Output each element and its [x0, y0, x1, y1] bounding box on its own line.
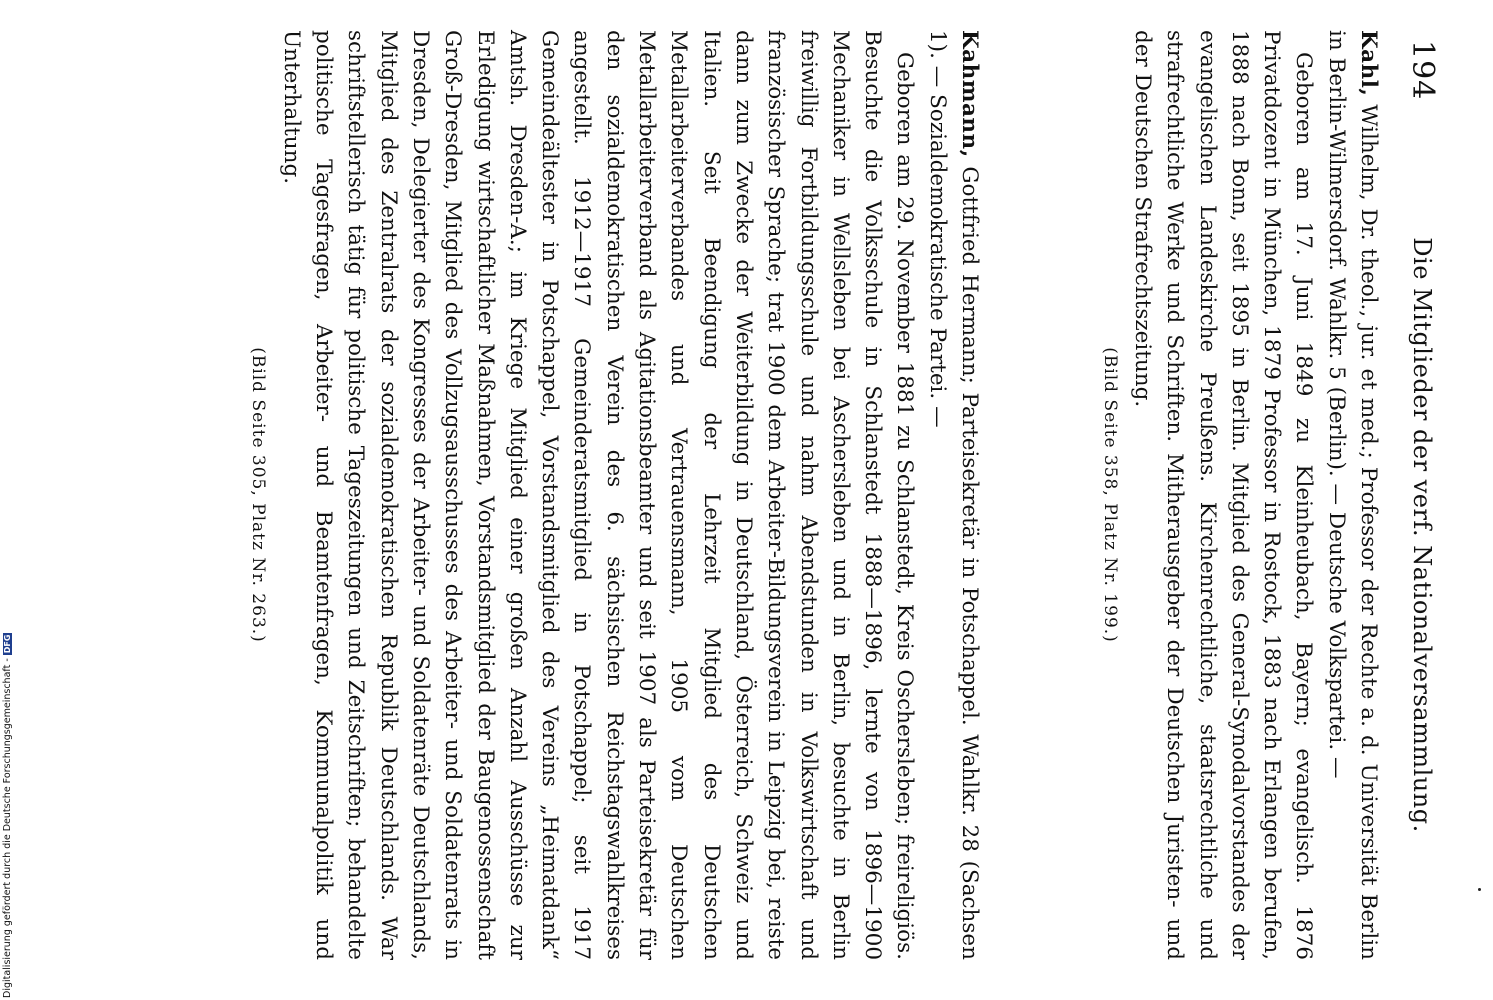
image-reference: (Bild Seite 358, Platz Nr. 199.)	[1099, 347, 1120, 643]
entry-name: Kahmann,	[957, 30, 982, 158]
rotated-page-content	[110, 30, 1440, 960]
entry-kahmann	[242, 30, 985, 960]
entry-body: Geboren am 29. November 1881 zu Schlanstedt, Kreis Oschersleben; freireligiös. Besuchte die Volksschule in Schlanstedt 1888—1896, lernte von 1896—1900 Mechaniker in Wellsleben bei Aschersleben und in Berlin, besuchte in Berlin freiwillig Fortbildungsschule und nahm Abendstunden in Volkswirtschaft und französischer Sprache; trat 1900 dem Arbeiter-Bildungsverein in Leipzig bei, reiste dann zum Zwecke der Weiterbildung in Deutschland, Österreich, Schweiz und Italien. Seit Beendigung der Lehrzeit Mitglied des Deutschen Metallarbeiterverbandes und Vertrauensmann, 1905 vom Deutschen Metallarbeiterverband als Agitationsbeamter und seit 1907 als Parteisekretär für den sozialdemokratischen Verein des 6. sächsischen Reichstagswahlkreises angestellt. 1912—1917 Gemeinderatsmitglied in Potschappel; seit 1917 Gemeindeältester in Potschappel, Vorstandsmitglied des Vereins „Heimatdank“ Amtsh. Dresden-A.; im Kriege Mitglied einer großen Anzahl Ausschüsse zur Erledigung wirtschaftlicher Maßnahmen, Vorstandsmitglied der Baugenossenschaft Groß-Dresden, Mitglied des Vollzugsausschusses des Arbeiter- und Soldatenrats in Dresden, Delegierter des Kongresses der Arbeiter- und Soldatenräte Deutschlands, Mitglied des Zentralrats der sozialdemokratischen Republik Deutschlands. War schriftstellerisch tätig für politische Tageszeitungen und Zeitschriften; behandelte politische Tagesfragen, Arbeiter- und Beamtenfragen, Kommunalpolitik und Unterhaltung.	[278, 30, 918, 960]
dfg-logo: DFG	[3, 634, 12, 654]
entry-lead-text: Gottfried Hermann; Parteisekretär in Potschappel. Wahlkr. 28 (Sachsen 1). — Sozialdemokratische Partei. —	[924, 30, 982, 960]
entry-name: Kahl,	[1356, 30, 1381, 97]
running-head: Die Mitglieder der verf. Nationalversammlung.	[1408, 237, 1436, 833]
entry-lead-text: Wilhelm, Dr. theol., jur. et med.; Professor der Rechte a. d. Universität Berlin in Berlin-Wilmersdorf. Wahlkr. 5 (Berlin). — Deutsche Volkspartei. —	[1323, 30, 1381, 960]
page-header	[1400, 30, 1440, 960]
speck	[1478, 888, 1481, 891]
digitization-note	[2, 8, 16, 998]
entry-lead	[920, 30, 985, 960]
image-reference: (Bild Seite 305, Platz Nr. 263.)	[248, 347, 269, 643]
digitization-note-text: Digitalisierung gefördert durch die Deutsche Forschungsgemeinschaft -	[2, 658, 13, 998]
page-number: 194	[1405, 40, 1440, 101]
entry-body: Geboren am 17. Juni 1849 zu Kleinheubach, Bayern; evangelisch. 1876 Privatdozent in München, 1879 Professor in Rostock, 1883 nach Erlangen berufen, 1888 nach Bonn, seit 1895 in Berlin. Mitglied des General-Synodalvorstandes der evangelischen Landeskirche Preußens. Kirchenrechtliche, staatsrechtliche und strafrechtliche Werke und Schriften. Mitherausgeber der Deutschen Juristen- und der Deutschen Strafrechtszeitung.	[1129, 30, 1317, 960]
entry-lead	[1319, 30, 1384, 960]
entry-kahl	[1093, 30, 1384, 960]
